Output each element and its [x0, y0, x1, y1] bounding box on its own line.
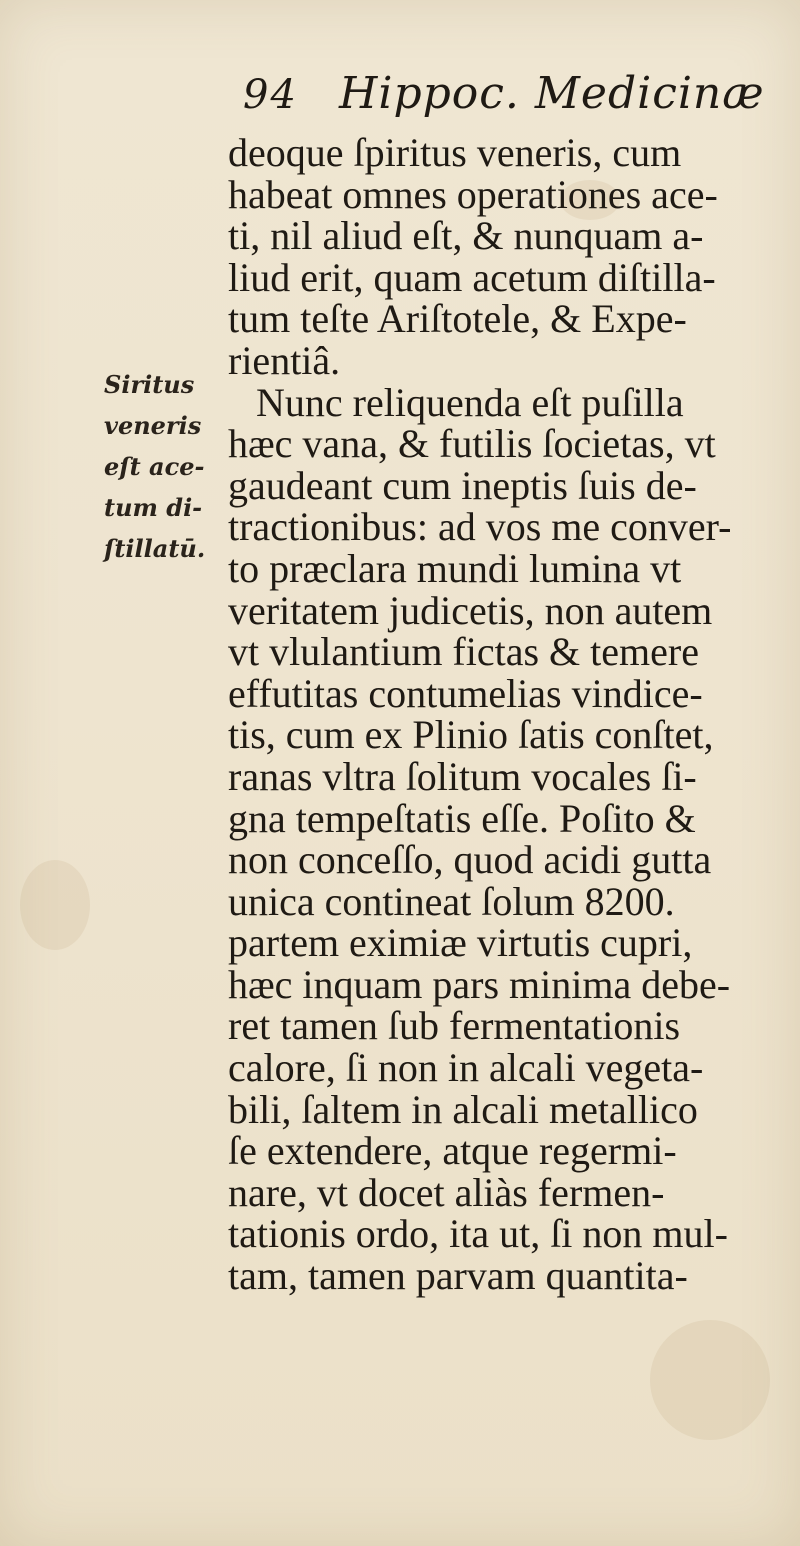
text-line: nare, vt docet aliàs fermen-: [228, 1169, 665, 1215]
text-line: ti, nil aliud eſt, & nunquam a-: [228, 213, 704, 259]
body-text: [228, 132, 798, 1297]
marginal-note-line: ſtillatū.: [104, 534, 206, 563]
page-header: [243, 68, 763, 128]
text-line: calore, ſi non in alcali vegeta-: [228, 1045, 704, 1091]
running-title: Hippoc. Medicinæ: [339, 68, 765, 119]
text-line: hæc inquam pars minima debe-: [228, 961, 731, 1007]
page-number: 94: [243, 72, 298, 118]
marginal-note-line: eſt ace-: [104, 452, 205, 481]
text-line: rientiâ.: [228, 337, 341, 383]
text-line: unica contineat ſolum 8200.: [228, 878, 675, 924]
text-line: tationis ordo, ita ut, ſi non mul-: [228, 1211, 728, 1257]
text-line: bili, ſaltem in alcali metallico: [228, 1086, 698, 1132]
text-line: non conceſſo, quod acidi gutta: [228, 837, 712, 883]
text-line: to præclara mundi lumina vt: [228, 545, 682, 591]
marginal-note-line: tum di-: [104, 493, 203, 522]
text-line: tum teſte Ariſtotele, & Expe-: [228, 296, 687, 342]
text-line: tam, tamen parvam quantita-: [228, 1253, 688, 1299]
text-line: liud erit, quam acetum diſtilla-: [228, 254, 716, 300]
text-line: partem eximiæ virtutis cupri,: [228, 920, 693, 966]
text-line: veritatem judicetis, non autem: [228, 587, 713, 633]
text-line: tis, cum ex Plinio ſatis conſtet,: [228, 712, 714, 758]
text-line: gaudeant cum ineptis ſuis de-: [228, 462, 697, 508]
text-line: effutitas contumelias vindice-: [228, 670, 703, 716]
text-line: ret tamen ſub fermentationis: [228, 1003, 681, 1049]
marginal-note-line: Siritus: [104, 370, 195, 399]
text-line: hæc vana, & futilis ſocietas, vt: [228, 421, 716, 467]
text-line: habeat omnes operationes ace-: [228, 171, 718, 217]
paper-stain: [650, 1320, 770, 1440]
paragraph-start-line: Nunc reliquenda eſt puſilla: [256, 379, 684, 425]
text-line: vt vlulantium fictas & temere: [228, 629, 699, 675]
marginal-note: [104, 364, 214, 569]
paper-stain: [20, 860, 90, 950]
text-line: deoque ſpiritus veneris, cum: [228, 130, 682, 175]
text-line: ſe extendere, atque regermi-: [228, 1128, 677, 1174]
text-line: ranas vltra ſolitum vocales ſi-: [228, 753, 697, 799]
text-line: tractionibus: ad vos me conver-: [228, 504, 732, 550]
text-line: gna tempeſtatis eſſe. Poſito &: [228, 795, 696, 841]
marginal-note-line: veneris: [104, 411, 202, 440]
